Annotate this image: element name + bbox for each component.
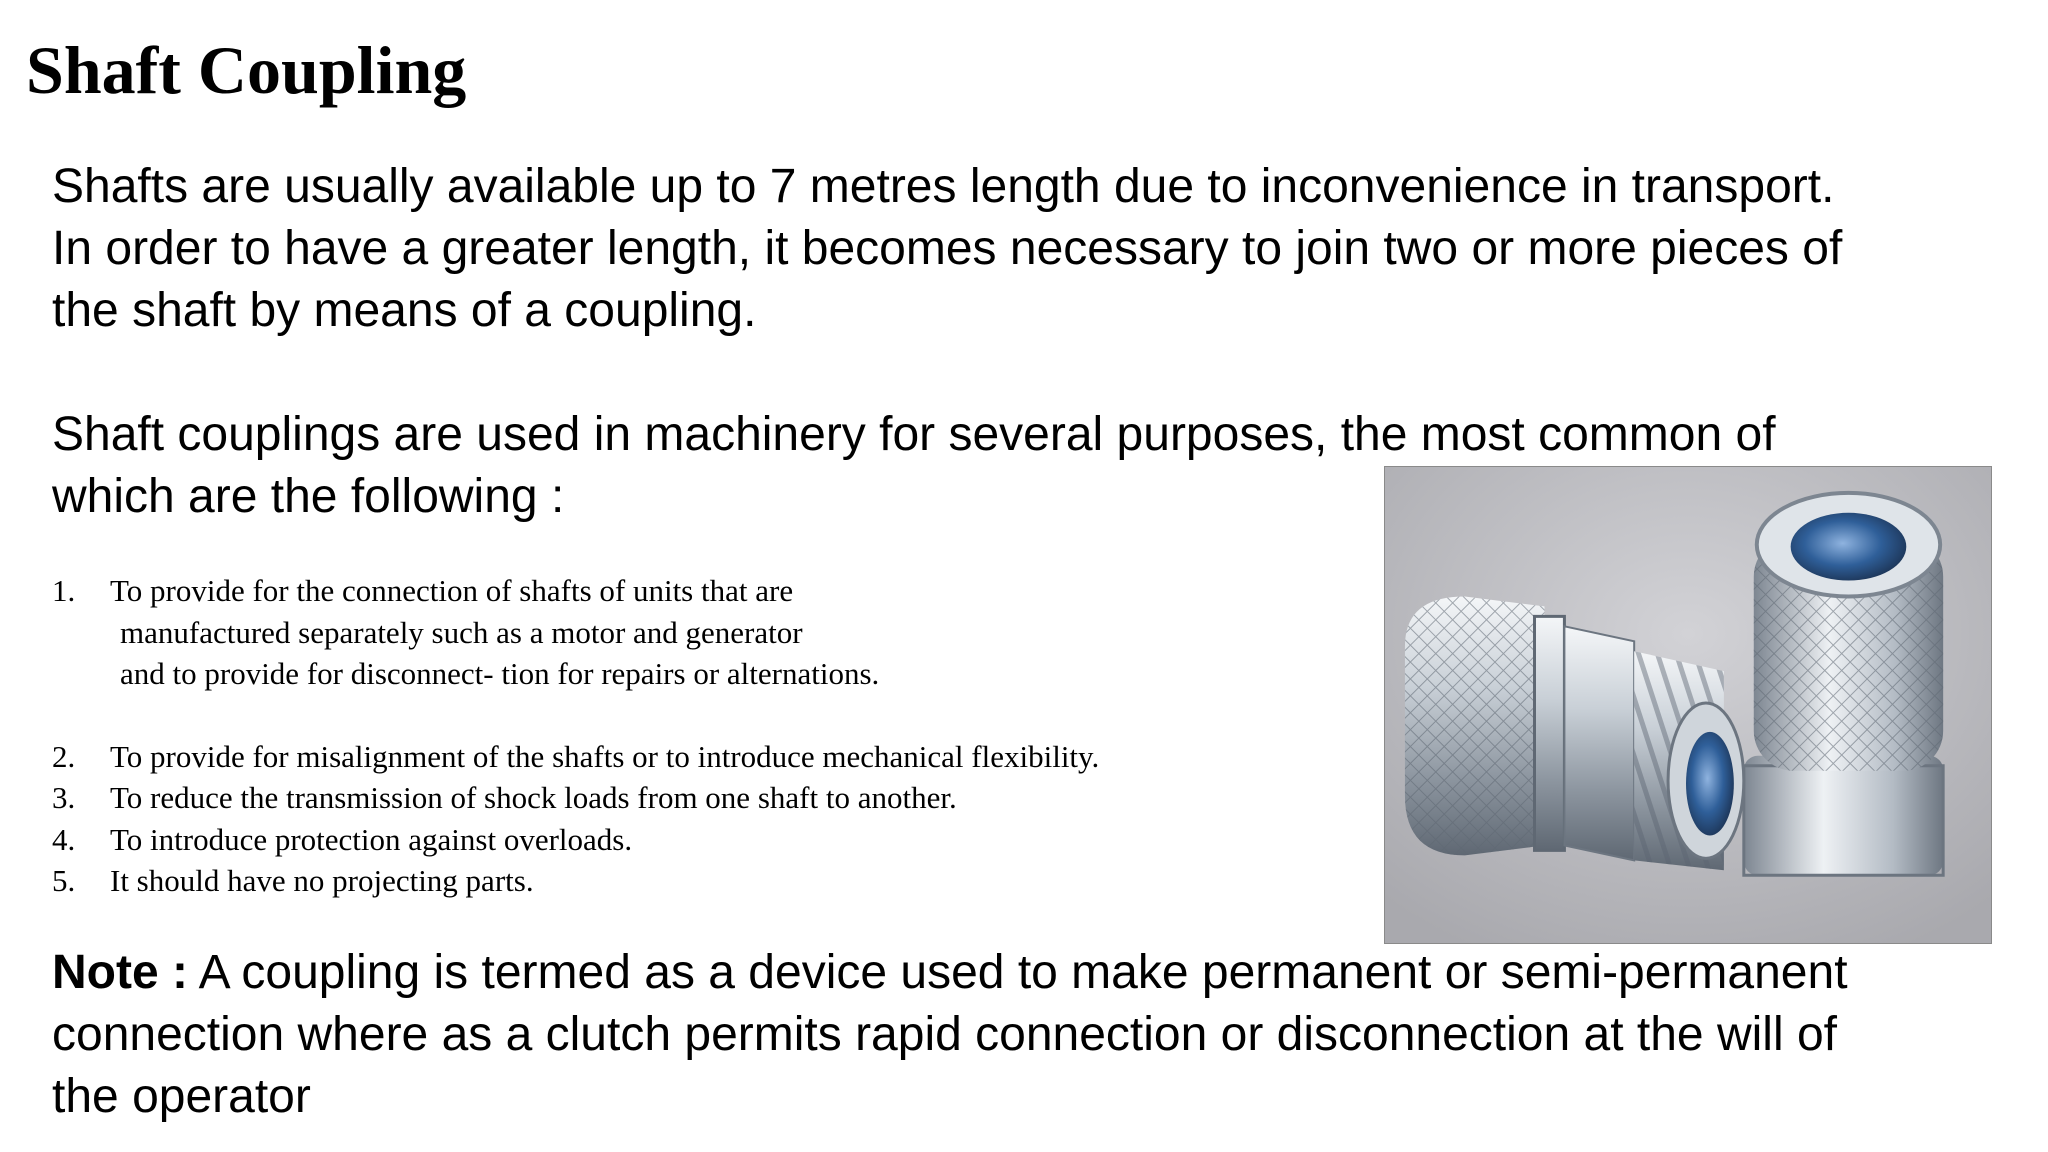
coupling-illustration bbox=[1385, 467, 1991, 943]
purposes-line: which are the following : bbox=[52, 470, 565, 523]
list-item-text: and to provide for disconnect- tion for repairs or alternations. bbox=[120, 656, 880, 691]
list-item-number: 1. bbox=[52, 573, 76, 608]
list-item-number: 4. bbox=[52, 821, 76, 857]
purposes-list bbox=[52, 570, 1099, 902]
list-item-number: 2. bbox=[52, 738, 76, 774]
coupling-photo bbox=[1384, 466, 1992, 944]
purposes-line: Shaft couplings are used in machinery for several purposes, the most common of bbox=[52, 408, 1776, 461]
list-item bbox=[52, 860, 1099, 902]
list-item bbox=[52, 736, 1099, 778]
note-line: connection where as a clutch permits rapid connection or disconnection at the will of bbox=[52, 1008, 1837, 1061]
list-item-text: It should have no projecting parts. bbox=[110, 863, 534, 898]
intro-line: In order to have a greater length, it becomes necessary to join two or more pieces of bbox=[52, 222, 1843, 275]
intro-paragraph bbox=[52, 156, 1842, 342]
intro-line: the shaft by means of a coupling. bbox=[52, 284, 757, 337]
list-item-text: To introduce protection against overloads. bbox=[110, 821, 633, 857]
list-item bbox=[52, 570, 1099, 695]
note-text: A coupling is termed as a device used to make permanent or semi-permanent bbox=[187, 946, 1848, 999]
slide-title: Shaft Coupling bbox=[26, 32, 467, 108]
list-item-text: manufactured separately such as a motor and generator bbox=[120, 614, 803, 650]
note-paragraph bbox=[52, 942, 1848, 1128]
list-item-number: 5. bbox=[52, 863, 76, 898]
note-line bbox=[52, 942, 1848, 1004]
list-item-text: To provide for the connection of shafts of units that are bbox=[110, 573, 794, 608]
list-item bbox=[52, 777, 1099, 819]
list-item bbox=[52, 819, 1099, 861]
note-line: the operator bbox=[52, 1070, 311, 1123]
intro-line: Shafts are usually available up to 7 metres length due to inconvenience in transport. bbox=[52, 160, 1835, 213]
list-item-text: To provide for misalignment of the shafts or to introduce mechanical flexibility. bbox=[110, 738, 1100, 774]
note-label: Note : bbox=[52, 946, 188, 999]
list-item-text: To reduce the transmission of shock loads from one shaft to another. bbox=[110, 780, 957, 815]
list-item-number: 3. bbox=[52, 780, 76, 815]
